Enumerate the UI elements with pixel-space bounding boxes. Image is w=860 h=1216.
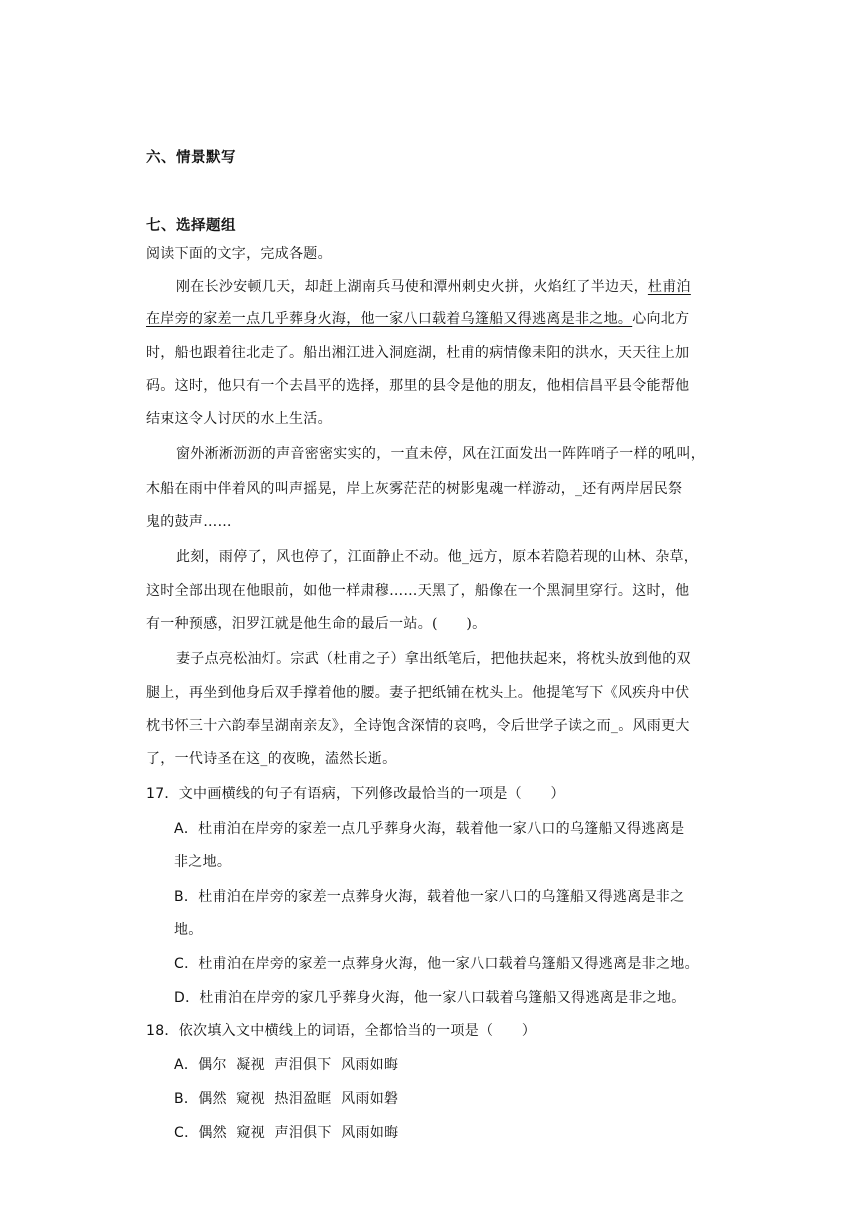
passage-p4-line2: 腿上，再坐到他身后双手撑着他的腰。妻子把纸铺在枕头上。他提笔写下《风疾舟中伏 [146,685,690,701]
passage-p1-line3: 时，船也跟着往北走了。船出湘江进入洞庭湖，杜甫的病情像耒阳的洪水，天天往上加 [146,345,690,361]
question-17-option-b-line2[interactable]: 地。 [174,922,203,938]
question-17-option-a-line1[interactable]: A．杜甫泊在岸旁的家差一点几乎葬身火海，载着他一家八口的乌篷船又得逃离是 [174,821,685,837]
underlined-sentence-part2: 在岸旁的家差一点几乎葬身火海，他一家八口载着乌篷船又得逃离是非之地。 [146,311,633,327]
question-17-option-a-line2[interactable]: 非之地。 [174,854,232,870]
question-17-option-b-line1[interactable]: B．杜甫泊在岸旁的家差一点葬身火海，载着他一家八口的乌篷船又得逃离是非之 [174,889,685,905]
question-17-option-d[interactable]: D．杜甫泊在岸旁的家几乎葬身火海，他一家八口载着乌篷船又得逃离是非之地。 [174,990,686,1006]
section-seven-title: 七、选择题组 [146,218,236,234]
passage-p2-line2: 木船在雨中伴着风的叫声摇晃，岸上灰雾茫茫的树影鬼魂一样游动，_还有两岸居民祭 [146,481,683,497]
passage-p3-line3: 有一种预感，汨罗江就是他生命的最后一站。( )。 [146,616,487,632]
passage-p1-line5: 结束这令人讨厌的水上生活。 [146,411,332,427]
passage-p2-line1: 窗外淅淅沥沥的声音密密实实的，一直未停，风在江面发出一阵阵哨子一样的吼叫， [176,446,706,462]
question-18-option-a[interactable]: A．偶尔 凝视 声泪俱下 风雨如晦 [174,1057,399,1073]
passage-p3-line2: 这时全部出现在他眼前，如他一样肃穆……天黑了，船像在一个黑洞里穿行。这时，他 [146,583,690,599]
passage-p4-line3: 枕书怀三十六韵奉呈湖南亲友》，全诗饱含深情的哀鸣，令后世学子读之而_。风雨更大 [146,718,690,734]
question-18-option-c[interactable]: C．偶然 窥视 声泪俱下 风雨如晦 [174,1125,399,1141]
passage-p4-line1: 妻子点亮松油灯。宗武（杜甫之子）拿出纸笔后，把他扶起来，将枕头放到他的双 [176,651,691,667]
passage-p4-line4: 了，一代诗圣在这_的夜晚，溘然长逝。 [146,751,397,767]
question-17-option-c[interactable]: C．杜甫泊在岸旁的家差一点葬身火海，他一家八口载着乌篷船又得逃离是非之地。 [174,956,699,972]
reading-instruction: 阅读下面的文字，完成各题。 [146,246,332,262]
passage-p1-line1 [176,276,691,296]
underlined-sentence-part1: 杜甫泊 [647,279,691,295]
passage-p2-line3: 鬼的鼓声…… [146,514,232,530]
passage-text: 刚在长沙安顿几天，却赶上湖南兵马使和潭州刺史火拼，火焰红了半边天， [176,279,648,295]
passage-p3-line1: 此刻，雨停了，风也停了，江面静止不动。他_远方，原本若隐若现的山林、杂草， [176,549,699,565]
passage-text: 心向北方 [632,311,690,327]
section-six-title: 六、情景默写 [146,150,236,166]
question-18-option-b[interactable]: B．偶然 窥视 热泪盈眶 风雨如磐 [174,1091,399,1107]
passage-p1-line2 [146,308,689,328]
question-17-stem: 17．文中画横线的句子有语病，下列修改最恰当的一项是（ ） [146,786,565,802]
passage-p1-line4: 码。这时，他只有一个去昌平的选择，那里的县令是他的朋友，他相信昌平县令能帮他 [146,378,690,394]
question-18-stem: 18．依次填入文中横线上的词语，全都恰当的一项是（ ） [146,1023,537,1039]
